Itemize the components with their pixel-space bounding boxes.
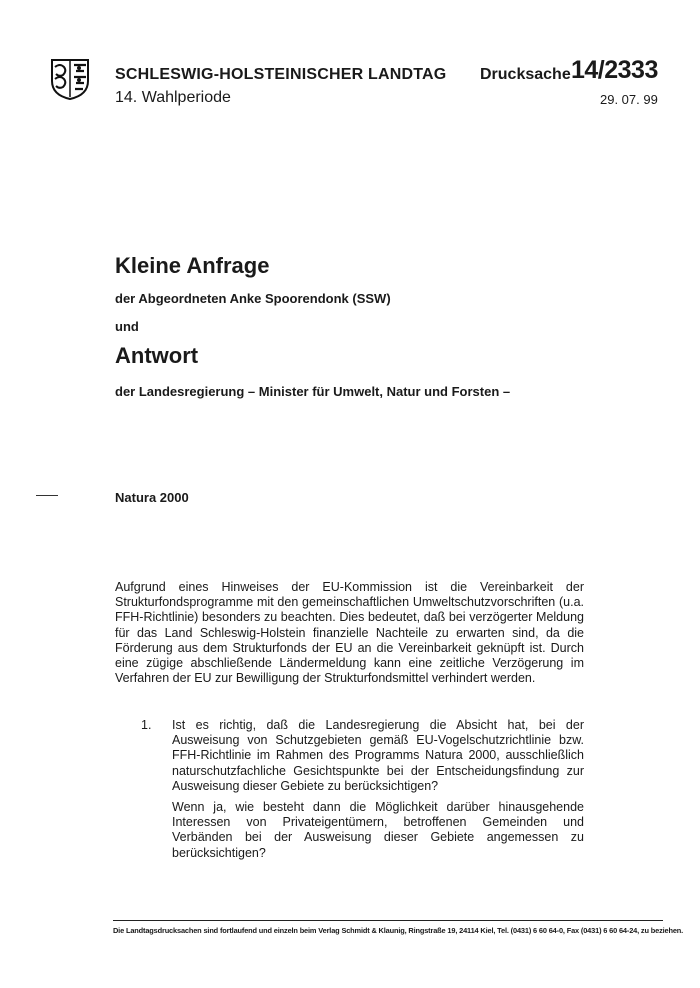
parliament-name: SCHLESWIG-HOLSTEINISCHER LANDTAG (115, 66, 447, 83)
document-type-heading: Kleine Anfrage (115, 253, 270, 278)
answer-heading: Antwort (115, 343, 199, 368)
intro-paragraph: Aufgrund eines Hinweises der EU-Kommission ist die Vereinbarkeit der Strukturfondsprogramme mit den gemeinschaftlichen Umweltschutzvorschriften (u.a. FFH-Richtlinie) besonders zu beachten. Dies bedeutet, daß bei verzögerter Meldung für das Land Schleswig-Holstein finanzielle Nachteile zu erwarten sind, da die Förderung aus dem Strukturfonds der EU an die Vereinbarkeit geknüpft ist. Durch eine zügige abschließende Ländermeldung kann eine zeitliche Verzögerung im Verfahren der EU zur Bewilligung der Strukturfondsmittel verhindert werden. (115, 580, 584, 686)
drucksache-label: Drucksache (480, 66, 571, 83)
coat-of-arms-icon (48, 57, 92, 101)
question-number: 1. (141, 718, 152, 732)
subject-line: Natura 2000 (115, 490, 189, 505)
legislative-period: 14. Wahlperiode (115, 89, 231, 106)
document-date: 29. 07. 99 (600, 92, 658, 107)
question-followup: Wenn ja, wie besteht dann die Möglichkeit darüber hinausgehende Interessen von Privateigentümern, betroffenen Gemeinden und Verbänden bei der Ausweisung dieser Gebiete angemessen zu berücksichtigen? (172, 800, 584, 860)
answerer-line: der Landesregierung – Minister für Umwelt, Natur und Forsten – (115, 384, 511, 399)
question-text: Ist es richtig, daß die Landesregierung die Absicht hat, bei der Ausweisung von Schutzgebieten gemäß EU-Vogelschutzrichtlinie bzw. FFH-Richtlinie im Rahmen des Programms Natura 2000, ausschließlich naturschutzfachliche Gesichtspunkte bei der Entscheidungsfindung zur Ausweisung dieser Gebiete zu berücksichtigen? (172, 718, 584, 793)
drucksache-number: 14/2333 (571, 56, 658, 84)
footer-rule (113, 920, 663, 921)
margin-mark (36, 495, 58, 496)
conjunction-line: und (115, 319, 139, 334)
asker-line: der Abgeordneten Anke Spoorendonk (SSW) (115, 291, 391, 306)
footer-note: Die Landtagsdrucksachen sind fortlaufend und einzeln beim Verlag Schmidt & Klaunig, Ringstraße 19, 24114 Kiel, Tel. (0431) 6 60 64-0, Fax (0431) 6 60 64-24, zu beziehen. (113, 926, 684, 935)
